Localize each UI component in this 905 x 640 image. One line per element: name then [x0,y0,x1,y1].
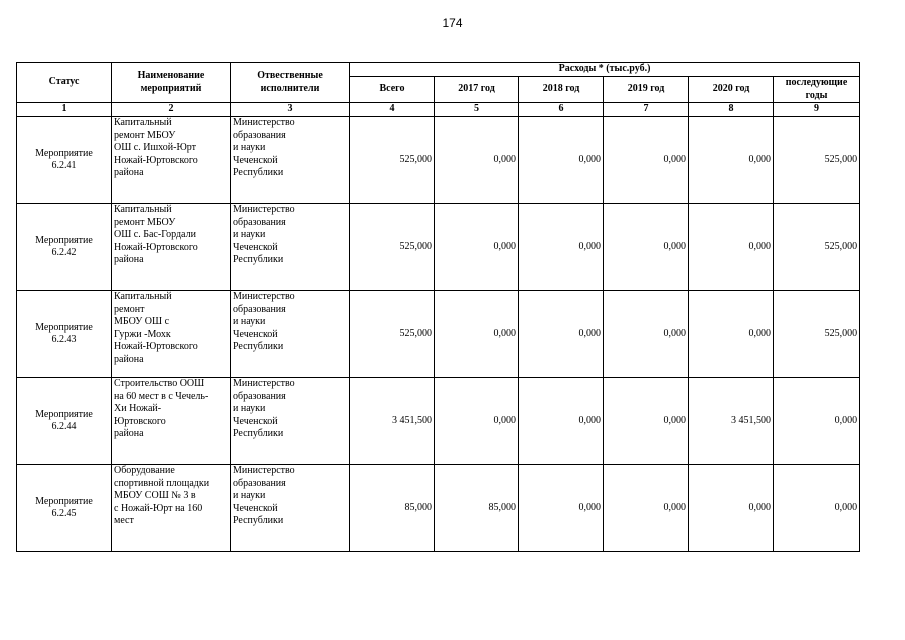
activity-name: Капитальный ремонт МБОУ ОШ с. Бас-Гордали Ножай-Юртовского района [112,204,231,291]
value-2020: 0,000 [689,465,774,552]
status-number: 6.2.43 [51,334,77,345]
executor-name: Министерство образования и науки Чеченской Республики [231,291,350,378]
header-executors: Отвественные исполнители [231,63,350,103]
column-number: 2 [112,103,231,117]
value-subsequent: 0,000 [774,378,860,465]
value-total: 525,000 [350,117,435,204]
header-2017: 2017 год [435,77,519,103]
value-subsequent: 0,000 [774,465,860,552]
page-number: 174 [442,16,463,30]
value-2017: 0,000 [435,291,519,378]
column-number: 4 [350,103,435,117]
value-2018: 0,000 [519,204,604,291]
header-status: Статус [17,63,112,103]
header-expenses: Расходы * (тыс.руб.) [350,63,860,77]
column-number: 5 [435,103,519,117]
column-number: 1 [17,103,112,117]
activity-name: Оборудование спортивной площадки МБОУ СОШ № 3 в с Ножай-Юрт на 160 мест [112,465,231,552]
executor-name: Министерство образования и науки Чеченской Республики [231,117,350,204]
column-number-row [17,103,860,117]
status-cell [17,291,112,378]
budget-table [16,62,860,552]
value-2019: 0,000 [604,204,689,291]
status-label: Мероприятие [35,408,93,420]
table-row [17,465,860,552]
value-2018: 0,000 [519,378,604,465]
status-number: 6.2.41 [51,160,77,171]
status-label: Мероприятие [35,495,93,507]
value-2017: 0,000 [435,117,519,204]
executor-name: Министерство образования и науки Чеченской Республики [231,378,350,465]
value-2020: 0,000 [689,117,774,204]
header-subsequent: последующие годы [774,77,860,103]
column-number: 8 [689,103,774,117]
header-2020: 2020 год [689,77,774,103]
status-number: 6.2.45 [51,508,77,519]
value-2019: 0,000 [604,117,689,204]
value-2018: 0,000 [519,291,604,378]
status-cell [17,378,112,465]
status-number: 6.2.42 [51,247,77,258]
activity-name: Капитальный ремонт МБОУ ОШ с. Ишхой-Юрт Ножай-Юртовского района [112,117,231,204]
header-total: Всего [350,77,435,103]
value-total: 525,000 [350,291,435,378]
value-2019: 0,000 [604,378,689,465]
status-label: Мероприятие [35,321,93,333]
table-row [17,378,860,465]
header-name: Наименование мероприятий [112,63,231,103]
executor-name: Министерство образования и науки Чеченской Республики [231,465,350,552]
header-2018: 2018 год [519,77,604,103]
value-2020: 0,000 [689,204,774,291]
status-cell [17,204,112,291]
column-number: 3 [231,103,350,117]
column-number: 9 [774,103,860,117]
value-subsequent: 525,000 [774,204,860,291]
status-cell [17,465,112,552]
activity-name: Капитальный ремонт МБОУ ОШ с Гуржи -Мохк Ножай-Юртовского района [112,291,231,378]
value-total: 525,000 [350,204,435,291]
value-subsequent: 525,000 [774,117,860,204]
header-2019: 2019 год [604,77,689,103]
table-row [17,117,860,204]
value-2018: 0,000 [519,465,604,552]
executor-name: Министерство образования и науки Чеченской Республики [231,204,350,291]
value-2018: 0,000 [519,117,604,204]
value-2017: 85,000 [435,465,519,552]
column-number: 6 [519,103,604,117]
status-number: 6.2.44 [51,421,77,432]
status-label: Мероприятие [35,234,93,246]
value-total: 3 451,500 [350,378,435,465]
value-total: 85,000 [350,465,435,552]
activity-name: Строительство ООШ на 60 мест в с Чечель- Хи Ножай- Юртовского района [112,378,231,465]
value-2019: 0,000 [604,465,689,552]
table-row [17,291,860,378]
value-subsequent: 525,000 [774,291,860,378]
value-2017: 0,000 [435,204,519,291]
table-row [17,204,860,291]
value-2020: 0,000 [689,291,774,378]
status-label: Мероприятие [35,147,93,159]
status-cell [17,117,112,204]
column-number: 7 [604,103,689,117]
value-2019: 0,000 [604,291,689,378]
value-2017: 0,000 [435,378,519,465]
value-2020: 3 451,500 [689,378,774,465]
